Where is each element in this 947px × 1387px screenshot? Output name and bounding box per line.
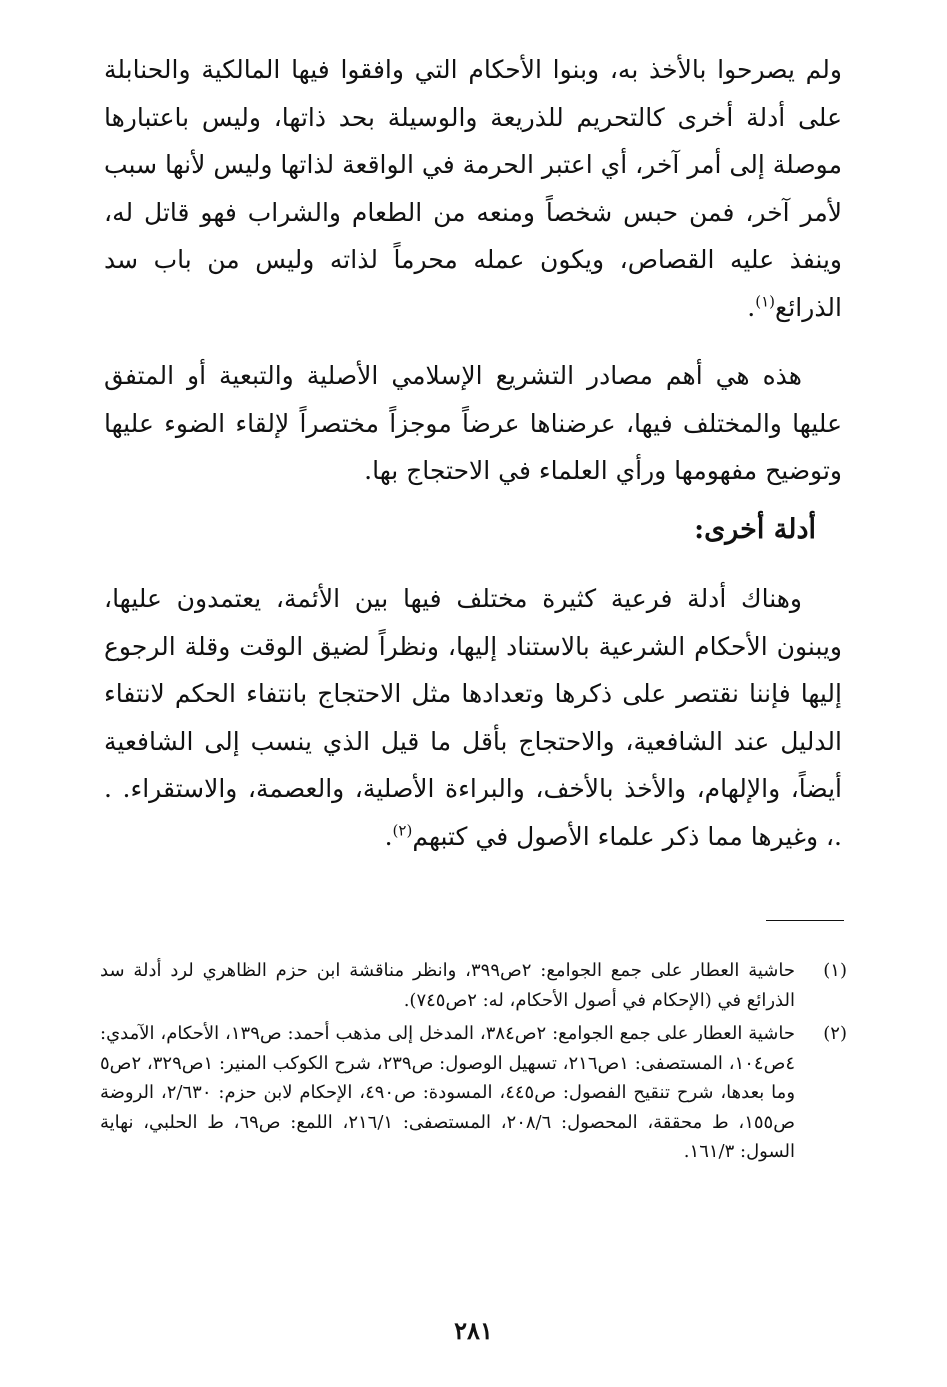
page-number: ٢٨١ [454, 1316, 493, 1345]
footnote-2-text: حاشية العطار على جمع الجوامع: ٢ص٣٨٤، المدخل إلى مذهب أحمد: ص١٣٩، الأحكام، الآمدي: ٤ص١٠٤، المستصفى: ١ص٢١٦، تسهيل الوصول: ص٢٣٩، شرح الكوكب المنير: ١ص٣٢٩، ٢ص٥ وما بعدها، شرح تنقيح الفصول: ص٤٤٥، المسودة: ص٤٩٠، الإحكام لابن حزم: ٢/٦٣٠، الروضة ص١٥٥، ط محققة، المحصول: ٢٠٨/٦، المستصفى: ٢١٦/١، اللمع: ص٦٩، ط الحلبي، نهاية السول: ١٦١/٣. [100, 1023, 796, 1162]
footnote-1-text: حاشية العطار على جمع الجوامع: ٢ص٣٩٩، وانظر مناقشة ابن حزم الظاهري لرد أدلة سد الذرائع في (الإحكام في أصول الأحكام، له: ٢ص٧٤٥). [100, 960, 795, 1011]
section-heading: أدلة أخرى: [694, 514, 816, 545]
body-paragraph-1-end: . [747, 292, 756, 322]
body-paragraph-1 [104, 46, 842, 332]
body-paragraph-3 [104, 575, 842, 861]
footnote-1-number: (١) [823, 960, 847, 981]
footnote-separator [766, 920, 844, 921]
body-paragraph-2: هذه هي أهم مصادر التشريع الإسلامي الأصلية والتبعية أو المتفق عليها والمختلف فيها، عرضناها عرضاً موجزاً مختصراً لإلقاء الضوء عليها وتوضيح مفهومها ورأي العلماء في الاحتجاج بها. [104, 361, 842, 486]
footnote-2 [100, 1019, 847, 1167]
footnote-2-number: (٢) [823, 1023, 847, 1044]
body-paragraph-3-text: وهناك أدلة فرعية كثيرة مختلف فيها بين الأئمة، يعتمدون عليها، ويبنون الأحكام الشرعية بالاستناد إليها، ونظراً لضيق الوقت وقلة الرجوع إليها فإننا نقتصر على ذكرها وتعدادها مثل الاحتجاج بانتفاء الحكم لانتفاء الدليل عند الشافعية، والاحتجاج بأقل ما قيل الذي ينسب إلى الشافعية أيضاً، والإلهام، والأخذ بالأخف، والبراءة الأصلية، والعصمة، والاستقراء. . .، وغيرها مما ذكر علماء الأصول في كتبهم [104, 584, 842, 851]
body-paragraph-1-text: ولم يصرحوا بالأخذ به، وبنوا الأحكام التي وافقوا فيها المالكية والحنابلة على أدلة أخرى كالتحريم للذريعة والوسيلة بحد ذاتها، وليس باعتبارها موصلة إلى أمر آخر، أي اعتبر الحرمة في الواقعة لذاتها وليس لأنها سبب لأمر آخر، فمن حبس شخصاً ومنعه من الطعام والشراب فهو قاتل له، وينفذ عليه القصاص، ويكون عمله محرماً لذاته وليس من باب سد الذرائع [104, 55, 843, 322]
body-paragraph-3-end: . [384, 821, 393, 851]
footnote-reference-2[interactable]: (٢) [392, 821, 413, 840]
footnote-reference-1[interactable]: (١) [755, 292, 776, 311]
footnotes-section [100, 956, 847, 1171]
footnote-1 [100, 956, 847, 1015]
